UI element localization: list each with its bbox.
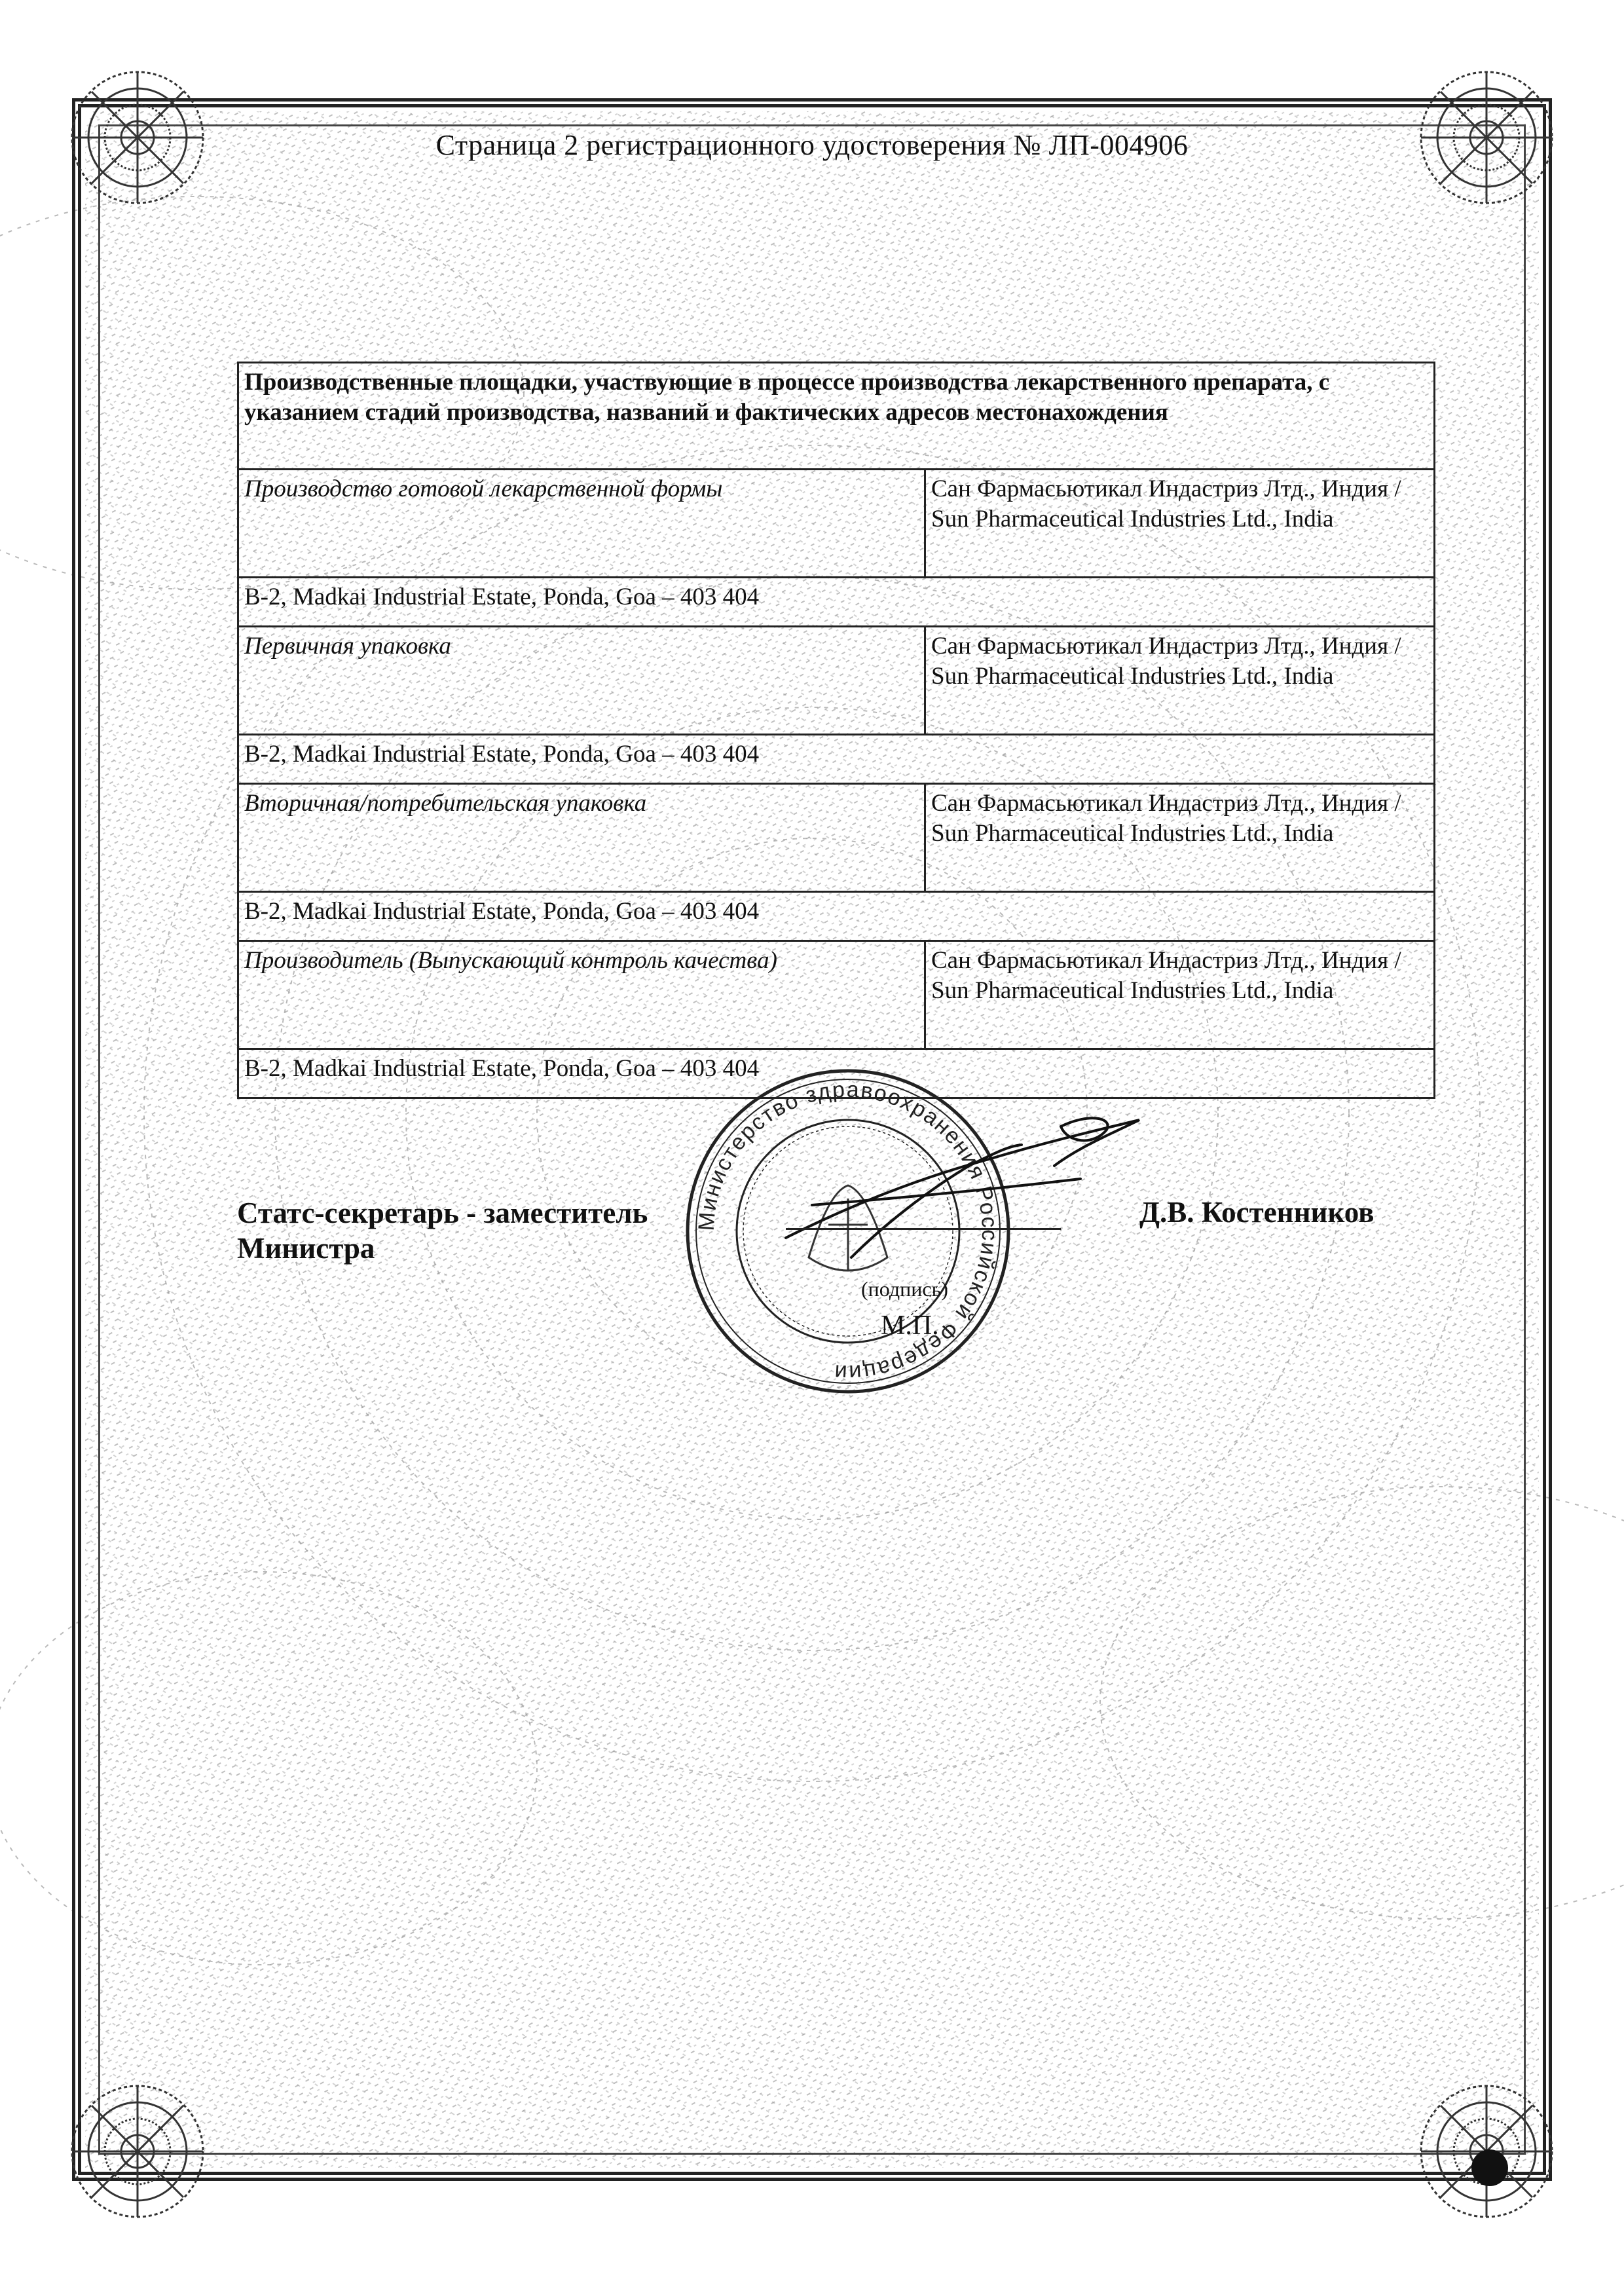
table-row	[238, 892, 1435, 941]
corner-rosette-icon	[1405, 2070, 1568, 2233]
table-row	[238, 941, 1435, 1049]
stamp-label: М.П.	[881, 1311, 939, 1341]
manufacturer-cell: Сан Фармасьютикал Индастриз Лтд., Индия / Sun Pharmaceutical Industries Ltd., India	[925, 941, 1435, 1049]
table-row	[238, 470, 1435, 578]
signer-title-line: Статс-секретарь - заместитель	[237, 1197, 648, 1229]
table-title: Производственные площадки, участвующие в процессе производства лекарственного препарата, с указанием стадий производства, названий и фактических адресов местонахождения	[238, 363, 1435, 470]
table-row	[238, 784, 1435, 892]
address-cell: B-2, Madkai Industrial Estate, Ponda, Goa – 403 404	[238, 735, 1435, 784]
address-cell: B-2, Madkai Industrial Estate, Ponda, Goa – 403 404	[238, 1049, 1435, 1098]
signature-line	[786, 1228, 1061, 1230]
page-header: Страница 2 регистрационного удостоверения № ЛП-004906	[435, 129, 1189, 161]
manufacturer-cell: Сан Фармасьютикал Индастриз Лтд., Индия / Sun Pharmaceutical Industries Ltd., India	[925, 470, 1435, 578]
seal-text: Министерство здравоохранения Российской Федерации	[693, 1077, 1003, 1386]
address-cell: B-2, Madkai Industrial Estate, Ponda, Goa – 403 404	[238, 578, 1435, 627]
address-cell: B-2, Madkai Industrial Estate, Ponda, Goa – 403 404	[238, 892, 1435, 941]
signer-title-line: Министра	[237, 1232, 375, 1265]
table-header-row	[238, 363, 1435, 470]
signature-caption: (подпись)	[861, 1277, 948, 1301]
stage-cell: Производство готовой лекарственной формы	[238, 470, 925, 578]
handwritten-signature	[773, 1107, 1153, 1277]
table-row	[238, 735, 1435, 784]
signer-title	[237, 1195, 648, 1266]
production-sites-table	[237, 362, 1435, 1099]
stage-cell: Вторичная/потребительская упаковка	[238, 784, 925, 892]
manufacturer-cell: Сан Фармасьютикал Индастриз Лтд., Индия / Sun Pharmaceutical Industries Ltd., India	[925, 627, 1435, 735]
stage-cell: Производитель (Выпускающий контроль качества)	[238, 941, 925, 1049]
table-row	[238, 627, 1435, 735]
table-row	[238, 578, 1435, 627]
signer-name: Д.В. Костенников	[1139, 1196, 1375, 1229]
corner-rosette-icon	[56, 2070, 219, 2233]
manufacturer-cell: Сан Фармасьютикал Индастриз Лтд., Индия / Sun Pharmaceutical Industries Ltd., India	[925, 784, 1435, 892]
stage-cell: Первичная упаковка	[238, 627, 925, 735]
